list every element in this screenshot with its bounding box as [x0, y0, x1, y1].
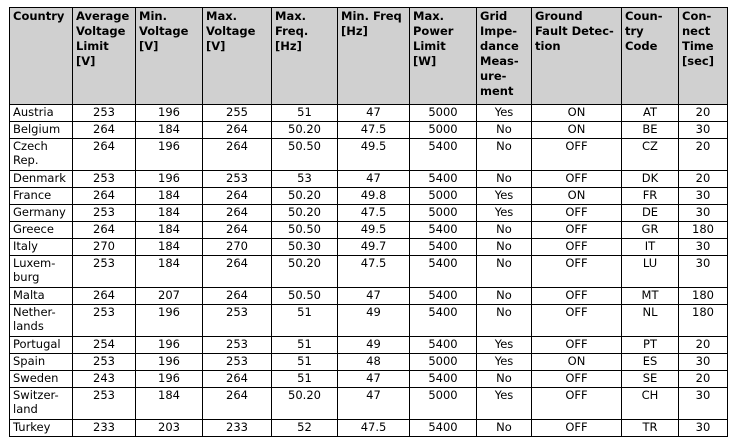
cell-min-voltage: 196: [136, 354, 203, 371]
cell-grid-impedance: Yes: [477, 337, 532, 354]
cell-ground-fault: OFF: [532, 337, 622, 354]
header-min-freq: Min. Freq [Hz]: [338, 8, 410, 105]
cell-country-code: PT: [622, 337, 679, 354]
cell-max-freq: 51: [272, 305, 338, 337]
cell-grid-impedance: No: [477, 420, 532, 437]
cell-min-voltage: 203: [136, 420, 203, 437]
cell-avg-voltage: 264: [73, 122, 136, 139]
cell-country: Italy: [10, 239, 73, 256]
cell-ground-fault: OFF: [532, 288, 622, 305]
cell-country: Switzer- land: [10, 388, 73, 420]
cell-max-freq: 50.20: [272, 256, 338, 288]
cell-max-freq: 51: [272, 354, 338, 371]
cell-max-power: 5400: [410, 305, 477, 337]
cell-ground-fault: ON: [532, 122, 622, 139]
cell-min-freq: 47.5: [338, 420, 410, 437]
cell-country: Nether- lands: [10, 305, 73, 337]
cell-ground-fault: OFF: [532, 256, 622, 288]
cell-connect-time: 30: [679, 122, 728, 139]
cell-grid-impedance: No: [477, 122, 532, 139]
cell-min-freq: 47: [338, 371, 410, 388]
cell-max-freq: 50.30: [272, 239, 338, 256]
cell-ground-fault: ON: [532, 105, 622, 122]
cell-country-code: MT: [622, 288, 679, 305]
cell-max-power: 5000: [410, 122, 477, 139]
header-max-freq: Max. Freq. [Hz]: [272, 8, 338, 105]
cell-connect-time: 30: [679, 188, 728, 205]
cell-country-code: CZ: [622, 139, 679, 171]
cell-country-code: DK: [622, 171, 679, 188]
cell-min-freq: 47.5: [338, 122, 410, 139]
cell-max-voltage: 255: [203, 105, 272, 122]
cell-max-voltage: 264: [203, 188, 272, 205]
cell-ground-fault: OFF: [532, 420, 622, 437]
cell-max-freq: 50.20: [272, 188, 338, 205]
cell-grid-impedance: No: [477, 171, 532, 188]
cell-connect-time: 30: [679, 354, 728, 371]
cell-max-freq: 53: [272, 171, 338, 188]
table-row: [10, 105, 728, 122]
cell-country: Czech Rep.: [10, 139, 73, 171]
cell-avg-voltage: 233: [73, 420, 136, 437]
cell-country: Austria: [10, 105, 73, 122]
cell-grid-impedance: No: [477, 305, 532, 337]
cell-avg-voltage: 264: [73, 222, 136, 239]
cell-country: Portugal: [10, 337, 73, 354]
cell-avg-voltage: 264: [73, 139, 136, 171]
cell-max-freq: 50.20: [272, 205, 338, 222]
cell-min-voltage: 184: [136, 188, 203, 205]
cell-country-code: DE: [622, 205, 679, 222]
cell-max-power: 5400: [410, 222, 477, 239]
header-connect-time: Con- nect Time [sec]: [679, 8, 728, 105]
cell-country: Turkey: [10, 420, 73, 437]
cell-country: Malta: [10, 288, 73, 305]
table-row: [10, 288, 728, 305]
cell-avg-voltage: 253: [73, 205, 136, 222]
cell-grid-impedance: No: [477, 239, 532, 256]
cell-min-voltage: 196: [136, 105, 203, 122]
cell-grid-impedance: No: [477, 222, 532, 239]
header-grid-impedance: Grid Impe- dance Meas- ure- ment: [477, 8, 532, 105]
table-row: [10, 188, 728, 205]
cell-country: Germany: [10, 205, 73, 222]
cell-max-voltage: 253: [203, 354, 272, 371]
cell-connect-time: 20: [679, 139, 728, 171]
cell-max-power: 5400: [410, 420, 477, 437]
table-row: [10, 256, 728, 288]
cell-min-freq: 49.8: [338, 188, 410, 205]
cell-country-code: AT: [622, 105, 679, 122]
cell-avg-voltage: 253: [73, 105, 136, 122]
cell-connect-time: 180: [679, 288, 728, 305]
cell-connect-time: 30: [679, 239, 728, 256]
cell-max-power: 5400: [410, 371, 477, 388]
cell-country-code: GR: [622, 222, 679, 239]
cell-min-voltage: 207: [136, 288, 203, 305]
cell-min-freq: 49.5: [338, 222, 410, 239]
cell-ground-fault: OFF: [532, 305, 622, 337]
cell-country: Denmark: [10, 171, 73, 188]
cell-min-freq: 48: [338, 354, 410, 371]
table-row: [10, 354, 728, 371]
cell-connect-time: 30: [679, 256, 728, 288]
header-row: [10, 8, 728, 105]
cell-grid-impedance: No: [477, 256, 532, 288]
cell-country-code: TR: [622, 420, 679, 437]
table-row: [10, 222, 728, 239]
cell-max-power: 5000: [410, 188, 477, 205]
cell-min-voltage: 184: [136, 122, 203, 139]
cell-max-freq: 50.20: [272, 388, 338, 420]
cell-connect-time: 20: [679, 105, 728, 122]
table-row: [10, 139, 728, 171]
header-avg-voltage: Average Voltage Limit [V]: [73, 8, 136, 105]
cell-country: France: [10, 188, 73, 205]
cell-grid-impedance: Yes: [477, 354, 532, 371]
cell-min-voltage: 184: [136, 239, 203, 256]
cell-max-freq: 50.50: [272, 288, 338, 305]
cell-avg-voltage: 264: [73, 288, 136, 305]
cell-grid-impedance: No: [477, 288, 532, 305]
cell-max-freq: 50.50: [272, 222, 338, 239]
cell-max-voltage: 264: [203, 288, 272, 305]
cell-avg-voltage: 253: [73, 354, 136, 371]
cell-connect-time: 30: [679, 420, 728, 437]
cell-ground-fault: OFF: [532, 171, 622, 188]
cell-max-power: 5000: [410, 105, 477, 122]
cell-avg-voltage: 253: [73, 256, 136, 288]
cell-max-voltage: 264: [203, 371, 272, 388]
cell-grid-impedance: Yes: [477, 205, 532, 222]
grid-parameters-table: [9, 7, 728, 437]
cell-max-power: 5400: [410, 171, 477, 188]
cell-country: Sweden: [10, 371, 73, 388]
cell-min-voltage: 196: [136, 371, 203, 388]
cell-country: Luxem- burg: [10, 256, 73, 288]
cell-connect-time: 180: [679, 222, 728, 239]
cell-min-freq: 47: [338, 105, 410, 122]
cell-avg-voltage: 270: [73, 239, 136, 256]
table-row: [10, 371, 728, 388]
cell-country: Greece: [10, 222, 73, 239]
cell-country-code: CH: [622, 388, 679, 420]
cell-max-power: 5000: [410, 205, 477, 222]
cell-min-freq: 49.7: [338, 239, 410, 256]
cell-country-code: SE: [622, 371, 679, 388]
table-row: [10, 171, 728, 188]
table-row: [10, 122, 728, 139]
cell-ground-fault: OFF: [532, 205, 622, 222]
cell-max-voltage: 253: [203, 305, 272, 337]
cell-max-freq: 50.50: [272, 139, 338, 171]
cell-max-freq: 51: [272, 371, 338, 388]
header-ground-fault: Ground Fault Detec- tion: [532, 8, 622, 105]
cell-grid-impedance: Yes: [477, 388, 532, 420]
cell-ground-fault: ON: [532, 354, 622, 371]
cell-max-power: 5400: [410, 239, 477, 256]
cell-min-voltage: 184: [136, 222, 203, 239]
cell-max-freq: 51: [272, 105, 338, 122]
cell-min-freq: 49: [338, 337, 410, 354]
cell-min-voltage: 184: [136, 256, 203, 288]
cell-ground-fault: ON: [532, 188, 622, 205]
cell-max-voltage: 264: [203, 139, 272, 171]
cell-max-power: 5000: [410, 354, 477, 371]
cell-max-freq: 51: [272, 337, 338, 354]
cell-max-power: 5000: [410, 388, 477, 420]
header-max-power: Max. Power Limit [W]: [410, 8, 477, 105]
cell-connect-time: 20: [679, 371, 728, 388]
cell-max-power: 5400: [410, 337, 477, 354]
cell-grid-impedance: Yes: [477, 105, 532, 122]
header-country-code: Coun- try Code: [622, 8, 679, 105]
header-min-voltage: Min. Voltage [V]: [136, 8, 203, 105]
cell-min-voltage: 196: [136, 337, 203, 354]
table-row: [10, 337, 728, 354]
cell-avg-voltage: 253: [73, 305, 136, 337]
cell-connect-time: 180: [679, 305, 728, 337]
cell-min-voltage: 184: [136, 205, 203, 222]
cell-min-freq: 49: [338, 305, 410, 337]
cell-max-voltage: 264: [203, 388, 272, 420]
cell-max-voltage: 233: [203, 420, 272, 437]
cell-country-code: FR: [622, 188, 679, 205]
cell-country-code: IT: [622, 239, 679, 256]
cell-max-voltage: 264: [203, 222, 272, 239]
cell-max-voltage: 253: [203, 337, 272, 354]
cell-max-freq: 52: [272, 420, 338, 437]
cell-connect-time: 30: [679, 388, 728, 420]
cell-connect-time: 20: [679, 171, 728, 188]
table-row: [10, 239, 728, 256]
cell-connect-time: 20: [679, 337, 728, 354]
cell-avg-voltage: 264: [73, 188, 136, 205]
cell-connect-time: 30: [679, 205, 728, 222]
cell-max-voltage: 270: [203, 239, 272, 256]
cell-min-freq: 47: [338, 388, 410, 420]
cell-min-voltage: 196: [136, 139, 203, 171]
cell-min-voltage: 196: [136, 171, 203, 188]
cell-grid-impedance: No: [477, 139, 532, 171]
cell-grid-impedance: No: [477, 371, 532, 388]
cell-min-freq: 47.5: [338, 205, 410, 222]
table-header: [10, 8, 728, 105]
cell-max-power: 5400: [410, 256, 477, 288]
cell-country: Belgium: [10, 122, 73, 139]
cell-min-freq: 47: [338, 171, 410, 188]
cell-grid-impedance: Yes: [477, 188, 532, 205]
cell-country: Spain: [10, 354, 73, 371]
cell-max-voltage: 264: [203, 205, 272, 222]
cell-ground-fault: OFF: [532, 239, 622, 256]
table-row: [10, 388, 728, 420]
cell-avg-voltage: 243: [73, 371, 136, 388]
cell-avg-voltage: 253: [73, 388, 136, 420]
table-row: [10, 205, 728, 222]
table-row: [10, 420, 728, 437]
cell-max-power: 5400: [410, 288, 477, 305]
cell-ground-fault: OFF: [532, 139, 622, 171]
header-max-voltage: Max. Voltage [V]: [203, 8, 272, 105]
cell-max-freq: 50.20: [272, 122, 338, 139]
table-row: [10, 305, 728, 337]
cell-ground-fault: OFF: [532, 371, 622, 388]
cell-country-code: LU: [622, 256, 679, 288]
cell-avg-voltage: 254: [73, 337, 136, 354]
cell-ground-fault: OFF: [532, 222, 622, 239]
cell-min-freq: 47.5: [338, 256, 410, 288]
cell-min-freq: 49.5: [338, 139, 410, 171]
cell-country-code: ES: [622, 354, 679, 371]
header-country: Country: [10, 8, 73, 105]
cell-max-voltage: 264: [203, 256, 272, 288]
cell-country-code: NL: [622, 305, 679, 337]
cell-min-voltage: 196: [136, 305, 203, 337]
cell-avg-voltage: 253: [73, 171, 136, 188]
cell-max-voltage: 264: [203, 122, 272, 139]
cell-min-freq: 47: [338, 288, 410, 305]
cell-max-power: 5400: [410, 139, 477, 171]
table-body: [10, 105, 728, 437]
cell-min-voltage: 184: [136, 388, 203, 420]
cell-country-code: BE: [622, 122, 679, 139]
cell-max-voltage: 253: [203, 171, 272, 188]
cell-ground-fault: OFF: [532, 388, 622, 420]
